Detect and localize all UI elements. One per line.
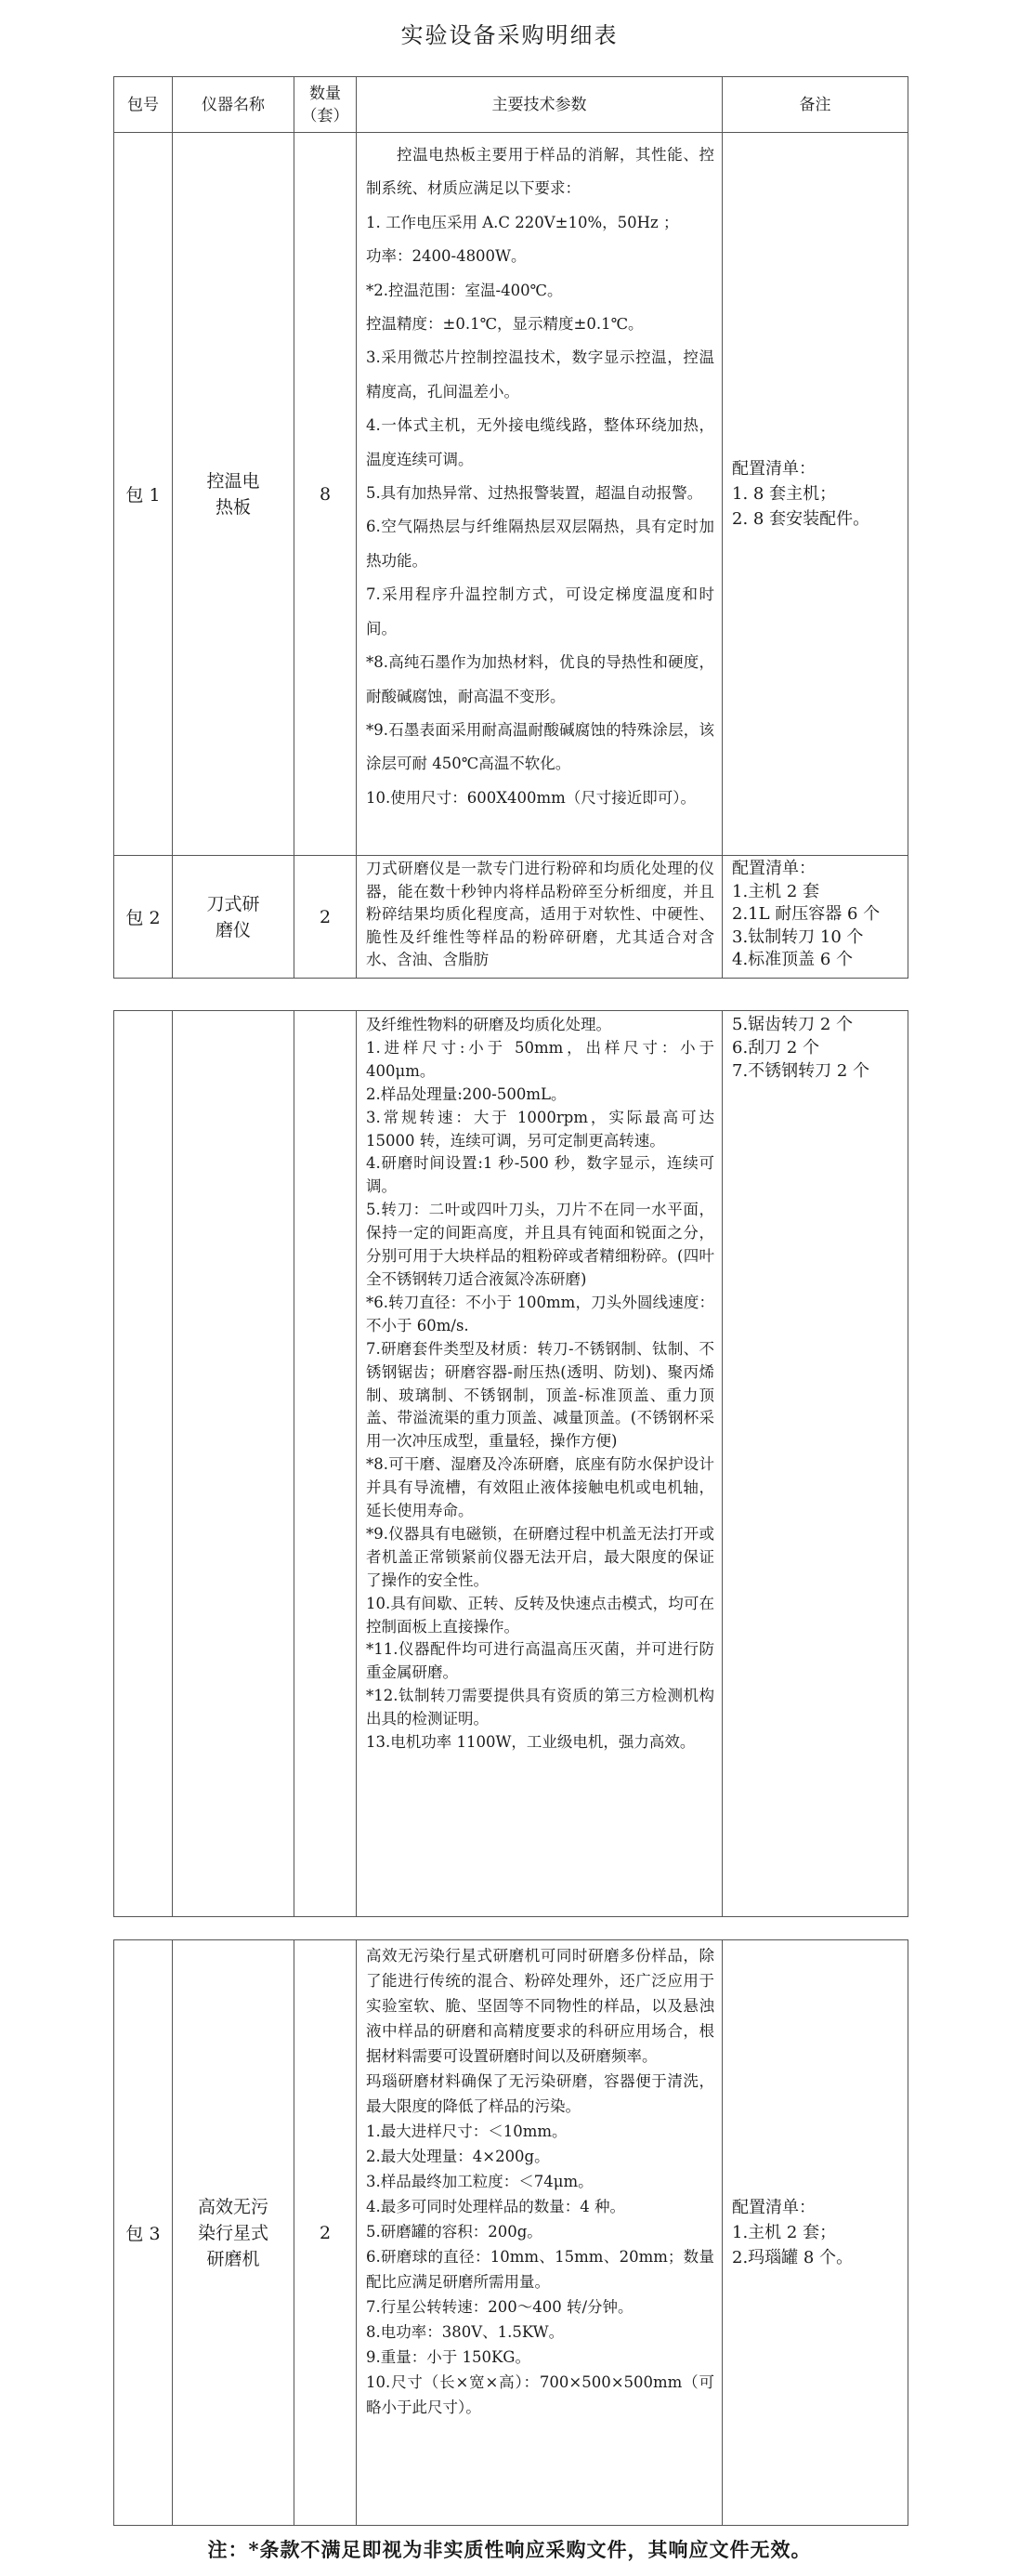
package2-note-a-1: 1.主机 2 套 [732,881,820,901]
package3-name-line3: 研磨机 [206,2248,260,2269]
package1-name-line2: 热板 [215,496,251,518]
package2-spec-b-4: 4.研磨时间设置:1 秒-500 秒，数字显示，连续可调。 [366,1154,714,1196]
procurement-table-1 [113,76,908,979]
package3-spec-0: 高效无污染行星式研磨机可同时研磨多份样品，除了能进行传统的混合、粉碎处理外，还广泛应用于实验室软、脆、坚固等不同物性的样品，以及悬浊液中样品的研磨和高精度要求的科研应用场合，根据材料需要可设置研磨时间以及研磨频率。 [366,1947,714,2065]
header-note: 备注 [723,77,908,133]
table-row-package3 [114,1940,908,2526]
package1-note-1: 1. 8 套主机； [732,484,837,504]
package2-pkg: 包 2 [114,856,173,979]
package2-spec-b-text [357,1011,722,1915]
header-spec: 主要技术参数 [357,77,723,133]
package1-qty: 8 [294,133,357,856]
package2-spec-b-5: 5.转刀：二叶或四叶刀头，刀片不在同一水平面，保持一定的间距高度，并且具有钝面和锐面之分，分别可用于大块样品的粗粉碎或者精细粉碎。(四叶全不锈钢转刀适合液氮冷冻研磨) [366,1201,714,1288]
package2b-name-empty [173,1011,294,1917]
package2-note-a-text [723,856,908,976]
header-qty [294,77,357,133]
table-row-package2b [114,1011,908,1917]
package3-note-0: 配置清单： [732,2198,816,2217]
package2-spec-b-7: 7.研磨套件类型及材质：转刀-不锈钢制、钛制、不锈钢锯齿；研磨容器-耐压热(透明、防划)、聚丙烯制、玻璃制、不锈钢制，顶盖-标准顶盖、重力顶盖、带溢流渠的重力顶盖、减量顶盖。(不锈钢杯采用一次冲压成型，重量轻，操作方便) [366,1339,714,1451]
package1-spec-11: *9.石墨表面采用耐高温耐酸碱腐蚀的特殊涂层，该涂层可耐 450℃高温不软化。 [366,720,714,773]
package3-qty: 2 [294,1940,357,2526]
package1-name [173,133,294,856]
package3-note-text [723,2191,908,2274]
header-name: 仪器名称 [173,77,294,133]
package2b-qty-empty [294,1011,357,1917]
package2-spec-a [357,856,723,979]
package3-note [723,1940,908,2526]
package2b-pkg-empty [114,1011,173,1917]
package1-spec-5: 3.采用微芯片控制控温技术，数字显示控温，控温精度高，孔间温差小。 [366,348,714,401]
header-pkg: 包号 [114,77,173,133]
package2-note-a-2: 2.1L 耐压容器 6 个 [732,904,881,925]
package2-qty: 2 [294,856,357,979]
package1-note [723,133,908,856]
package1-spec-2: 功率：2400-4800W。 [366,247,527,266]
package3-spec-2: 1.最大进样尺寸：＜10mm。 [366,2123,568,2140]
package3-spec-10: 9.重量：小于 150KG。 [366,2348,530,2366]
package1-spec-text [357,133,722,852]
package1-note-2: 2. 8 套安装配件。 [732,509,870,529]
package3-spec-9: 8.电功率：380V、1.5KW。 [366,2323,565,2341]
package2-spec-b-8: *8.可干磨、湿磨及冷冻研磨，底座有防水保护设计并具有导流槽，有效阻止液体接触电机或电机轴，延长使用寿命。 [366,1455,714,1520]
package3-spec-1: 玛瑙研磨材料确保了无污染研磨，容器便于清洗，最大限度的降低了样品的污染。 [366,2072,714,2115]
package1-note-0: 配置清单： [732,459,816,479]
footer-note: 注：*条款不满足即视为非实质性响应采购文件，其响应文件无效。 [207,2538,812,2561]
package3-name-line1: 高效无污 [197,2196,268,2217]
procurement-table-2 [113,1010,908,1917]
package1-spec-3: *2.控温范围：室温-400℃。 [366,281,563,299]
package1-spec-9: 7.采用程序升温控制方式，可设定梯度温度和时间。 [366,585,714,637]
package1-spec-12: 10.使用尺寸：600X400mm（尺寸接近即可）。 [366,788,697,807]
package1-spec-8: 6.空气隔热层与纤维隔热层双层隔热，具有定时加热功能。 [366,518,714,570]
package2-spec-b-1: 1.进样尺寸:小于 50mm，出样尺寸：小于 400μm。 [366,1038,714,1080]
header-qty-line2: （套） [301,106,349,125]
package1-name-line1: 控温电 [206,470,260,492]
package3-note-1: 1.主机 2 套； [732,2223,837,2242]
page-title: 实验设备采购明细表 [400,22,619,48]
package3-spec-5: 4.最多可同时处理样品的数量：4 种。 [366,2198,625,2215]
package3-spec-7: 6.研磨球的直径：10mm、15mm、20mm；数量配比应满足研磨所需用量。 [366,2248,714,2291]
package2-note-b [723,1011,908,1917]
package2-spec-b [357,1011,723,1917]
package2-note-b-1: 6.刮刀 2 个 [732,1037,820,1058]
package2-spec-a-para: 刀式研磨仪是一款专门进行粉碎和均质化处理的仪器，能在数十秒钟内将样品粉碎至分析细度，并且粉碎结果均质化程度高，适用于对软性、中硬性、脆性及纤维性等样品的粉碎研磨，尤其适合对含水、含油、含脂肪 [366,860,714,969]
package1-spec-6: 4.一体式主机，无外接电缆线路，整体环绕加热，温度连续可调。 [366,416,714,468]
package3-name-line2: 染行星式 [197,2222,268,2243]
table-row-package1 [114,133,908,856]
package1-spec-10: *8.高纯石墨作为加热材料，优良的导热性和硬度，耐酸碱腐蚀，耐高温不变形。 [366,653,714,705]
package2-note-b-2: 7.不锈钢转刀 2 个 [732,1060,870,1081]
package2-note-a-0: 配置清单： [732,859,816,878]
package2-spec-b-11: *11.仪器配件均可进行高温高压灭菌，并可进行防重金属研磨。 [366,1640,714,1682]
package1-spec-4: 控温精度：±0.1℃，显示精度±0.1℃。 [366,315,644,334]
procurement-table-3 [113,1939,908,2526]
package3-spec [357,1940,723,2526]
package2-spec-b-10: 10.具有间歇、正转、反转及快速点击模式，均可在控制面板上直接操作。 [366,1594,714,1636]
package1-spec-1: 1. 工作电压采用 A.C 220V±10%，50Hz ； [366,213,679,231]
package2-name-line1: 刀式研 [206,893,260,914]
package3-spec-text [357,1940,722,2523]
package2-spec-b-0: 及纤维性物料的研磨及均质化处理。 [366,1016,611,1033]
package3-spec-11: 10.尺寸（长×宽×高）：700×500×500mm（可略小于此尺寸）。 [366,2373,714,2416]
package2-note-b-0: 5.锯齿转刀 2 个 [732,1015,854,1034]
package1-spec-7: 5.具有加热异常、过热报警装置，超温自动报警。 [366,484,703,503]
package2-spec-b-3: 3.常规转速：大于 1000rpm，实际最高可达 15000 转，连续可调，另可定制更高转速。 [366,1108,714,1150]
package3-name [173,1940,294,2526]
package2-note-a [723,856,908,979]
package2-spec-b-13: 13.电机功率 1100W，工业级电机，强力高效。 [366,1733,696,1752]
package3-spec-4: 3.样品最终加工粒度：＜74μm。 [366,2173,594,2190]
table-header-row [114,77,908,133]
package2-note-b-text [723,1011,908,1087]
package2-note-a-3: 3.钛制转刀 10 个 [732,927,864,947]
package1-spec [357,133,723,856]
package3-spec-3: 2.最大处理量：4×200g。 [366,2148,550,2165]
package3-spec-8: 7.行星公转转速：200～400 转/分钟。 [366,2298,634,2316]
package3-note-2: 2.玛瑙罐 8 个。 [732,2248,854,2267]
package3-spec-6: 5.研磨罐的容积：200g。 [366,2223,542,2241]
package2-spec-b-9: *9.仪器具有电磁锁，在研磨过程中机盖无法打开或者机盖正常锁紧前仪器无法开启，最大限度的保证了操作的安全性。 [366,1524,714,1589]
package3-pkg: 包 3 [114,1940,173,2526]
package2-spec-b-2: 2.样品处理量:200-500mL。 [366,1084,567,1103]
package2-name-line2: 磨仪 [215,919,251,940]
package2-name [173,856,294,979]
package2-spec-b-12: *12.钛制转刀需要提供具有资质的第三方检测机构出具的检测证明。 [366,1687,714,1728]
header-qty-line1: 数量 [309,84,341,103]
package2-spec-a-text [357,856,722,977]
package2-note-a-4: 4.标准顶盖 6 个 [732,950,854,970]
package2-spec-b-6: *6.转刀直径：不小于 100mm，刀头外圆线速度：不小于 60m/s. [366,1293,714,1334]
package1-spec-0: 控温电热板主要用于样品的消解，其性能、控制系统、材质应满足以下要求： [366,146,714,198]
package1-pkg: 包 1 [114,133,173,856]
table-row-package2a [114,856,908,979]
package1-note-text [723,453,908,535]
